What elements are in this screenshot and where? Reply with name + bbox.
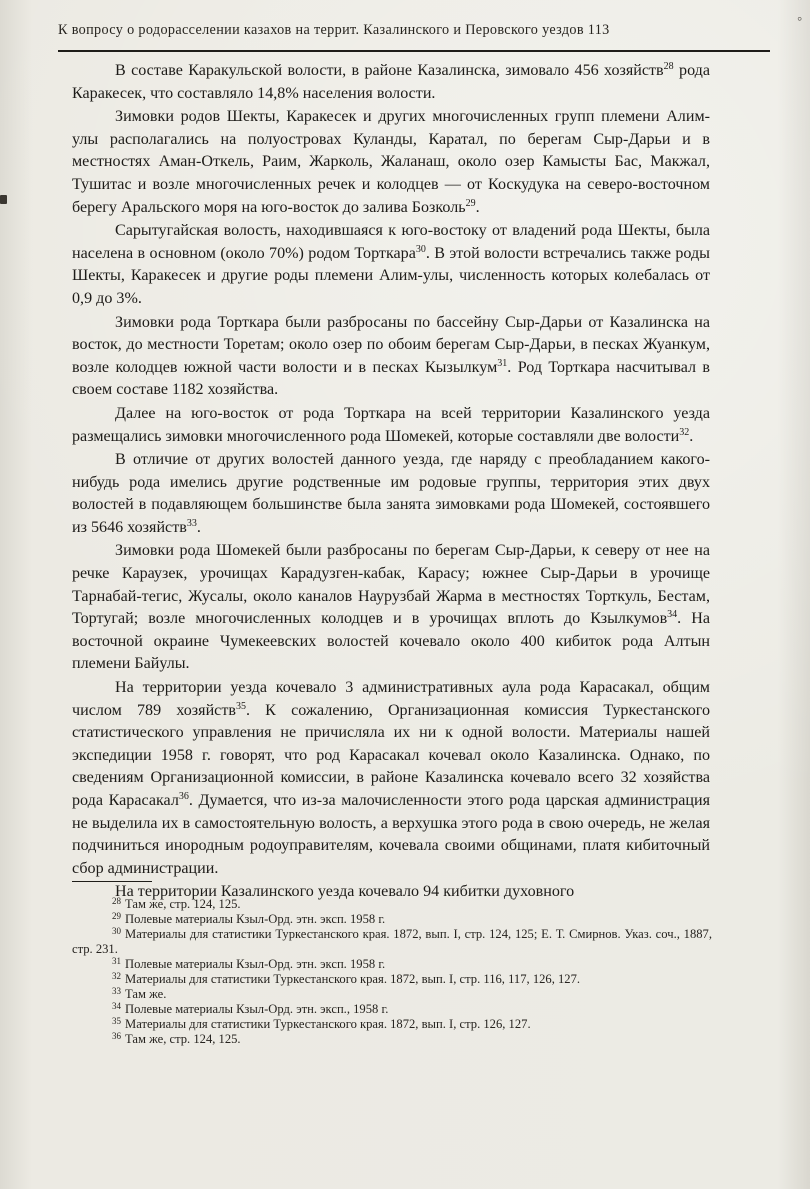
paragraph-text: Зимовки рода Шомекей были разбросаны по берегам Сыр-Дарьи, к северу от нее на речке Караузек, урочищах Карадузген-кабак, Карасу; южнее Сыр-Дарьи в урочище Тарнабай-тегис, Жусалы, около каналов Наурузбай Жарма в местностях Торткуль, Бестам, Тортугай; возле многочисленных колодцев и в урочищах вплоть до Кзылкумов [72, 542, 710, 628]
paragraph-text: . [475, 198, 480, 216]
footnote-text: Там же, стр. 124, 125. [125, 1032, 241, 1046]
paragraph-text: . Думается, что из-за малочисленности этого рода царская администрация не выделила их в самостоятельную волость, а верхушка этого рода в свою очередь, не желая подчиниться инородным родоуправителям, кочевала своими общинами, платя кибиточный сбор администрации. [72, 792, 711, 877]
footnote-number: 32 [112, 971, 121, 981]
footnote-text: Полевые материалы Кзыл-Орд. этн. эксп. 1958 г. [125, 957, 386, 971]
footnote-number: 34 [112, 1001, 121, 1011]
footnote [72, 1017, 712, 1032]
paragraph-text: . [689, 427, 694, 445]
footnote-ref: 30 [415, 243, 426, 255]
paragraph-text: . В этой волости встречались также роды Шекты, Каракесек и другие роды племени Алим-улы, численность которых колебалась от 0,9 до 3%. [72, 244, 710, 307]
paragraph [72, 220, 710, 310]
footnote-ref: 33 [186, 517, 197, 529]
footnote-ref: 32 [679, 426, 690, 438]
paragraph-text: Зимовки родов Шекты, Каракесек и других многочисленных групп племени Алим-улы располагались на полуостровах Куланды, Каратал, по берегам Сыр-Дарьи и в местностях Аман-Откель, Раим, Жарколь, Жаланаш, около озер Камысты Бас, Макжал, Тушитас и возле многочисленных речек и колодцев — от Коскудука на северо-восточном берегу Аральского моря на юго-восток до залива Бозколь [72, 108, 710, 216]
footnote-ref: 31 [497, 357, 508, 369]
footnote-number: 29 [112, 911, 121, 921]
footnote-ref: 35 [235, 700, 246, 712]
footnote-number: 33 [112, 986, 121, 996]
footnote [72, 897, 712, 912]
paragraph [72, 449, 710, 539]
footnote-number: 28 [112, 896, 121, 906]
footnote-text: Там же, стр. 124, 125. [125, 897, 241, 911]
footnote-ref: 28 [663, 61, 674, 72]
footnote [72, 957, 712, 972]
footnote-text: Там же. [125, 987, 167, 1001]
running-head: К вопросу о родорасселении казахов на террит. Казалинского и Перовского уездов 113 [58, 22, 610, 38]
paragraph-text: Зимовки рода Торткара были разбросаны по бассейну Сыр-Дарьи от Казалинска на восток, до местности Торетам; около озер по обоим берегам Сыр-Дарьи, в песках Жуанкум, возле колодцев южной части волости и в песках Кызылкум [72, 313, 710, 376]
footnote-number: 31 [112, 956, 121, 966]
paragraph-text: На территории Казалинского уезда кочевало 94 кибитки духовного [115, 883, 575, 901]
paragraph-text: . На восточной окраине Чумекеевских волостей кочевало около 400 кибиток рода Алтын племени Байулы. [72, 610, 710, 673]
footnote-rule [72, 881, 152, 882]
paragraph-text: . К сожалению, Организационная комиссия Туркестанского статистического управления не причисляла их ни к одной волости. Материалы нашей экспедиции 1958 г. говорят, что род Карасакал кочевал около Казалинска. Однако, по сведениям Организационной комиссии, в районе Казалинска кочевало всего 32 хозяйства рода Карасакал [72, 701, 710, 809]
paragraph [72, 403, 710, 448]
footnote [72, 1002, 712, 1017]
footnotes [72, 897, 712, 1047]
footnote-number: 36 [112, 1031, 121, 1041]
footnote-ref: 29 [465, 197, 476, 209]
paragraph-text: На территории уезда кочевало 3 административных аула рода Карасакал, общим числом 789 хозяйств [72, 679, 710, 719]
footnote-number: 35 [112, 1016, 121, 1026]
footnote [72, 927, 712, 957]
footnote-text: Полевые материалы Кзыл-Орд. этн. эксп., 1958 г. [125, 1002, 389, 1016]
body-text [72, 60, 710, 904]
paragraph-text: Далее на юго-восток от рода Торткара на всей территории Казалинского уезда размещались зимовки многочисленного рода Шомекей, которые составляли две волости [72, 404, 710, 445]
paragraph [72, 312, 710, 402]
paragraph [72, 540, 710, 676]
corner-mark: ° [797, 14, 802, 28]
paragraph [72, 60, 710, 105]
footnote [72, 972, 712, 987]
footnote [72, 912, 712, 927]
paragraph-text: В составе Каракульской волости, в районе Казалинска, зимовало 456 хозяйств [115, 62, 664, 79]
footnote-number: 30 [112, 926, 121, 936]
footnote-ref: 34 [667, 609, 678, 621]
footnote [72, 1032, 712, 1047]
paragraph [72, 106, 710, 219]
footnote-text: Материалы для статистики Туркестанского края. 1872, вып. I, стр. 126, 127. [125, 1017, 531, 1031]
footnote-ref: 36 [178, 791, 189, 802]
footnote-text: Полевые материалы Кзыл-Орд. этн. эксп. 1958 г. [125, 912, 386, 926]
footnote-text: Материалы для статистики Туркестанского края. 1872, вып. I, стр. 116, 117, 126, 127. [125, 972, 581, 986]
paragraph-text: . Род Торткара насчитывал в своем составе 1182 хозяйства. [72, 358, 710, 399]
margin-mark [0, 195, 7, 204]
paragraph-text: . [196, 518, 201, 536]
paragraph-text: В отличие от других волостей данного уезда, где наряду с преобладанием какого-нибудь рода имелись другие родственные им родовые группы, территория этих двух волостей в подавляющем большинстве была занята зимовками рода Шомекей, состоявшего из 5646 хозяйств [72, 451, 710, 536]
paragraph [72, 677, 710, 880]
paragraph-text: Сарытугайская волость, находившаяся к юго-востоку от владений рода Шекты, была населена в основном (около 70%) родом Торткара [72, 222, 710, 262]
footnote [72, 987, 712, 1002]
footnote-text: Материалы для статистики Туркестанского края. 1872, вып. I, стр. 124, 125; Е. Т. Смирнов. Указ. соч., 1887, стр. 231. [72, 927, 712, 956]
header-rule [58, 50, 770, 52]
paragraph-text: рода Каракесек, что составляло 14,8% населения волости. [72, 62, 710, 102]
